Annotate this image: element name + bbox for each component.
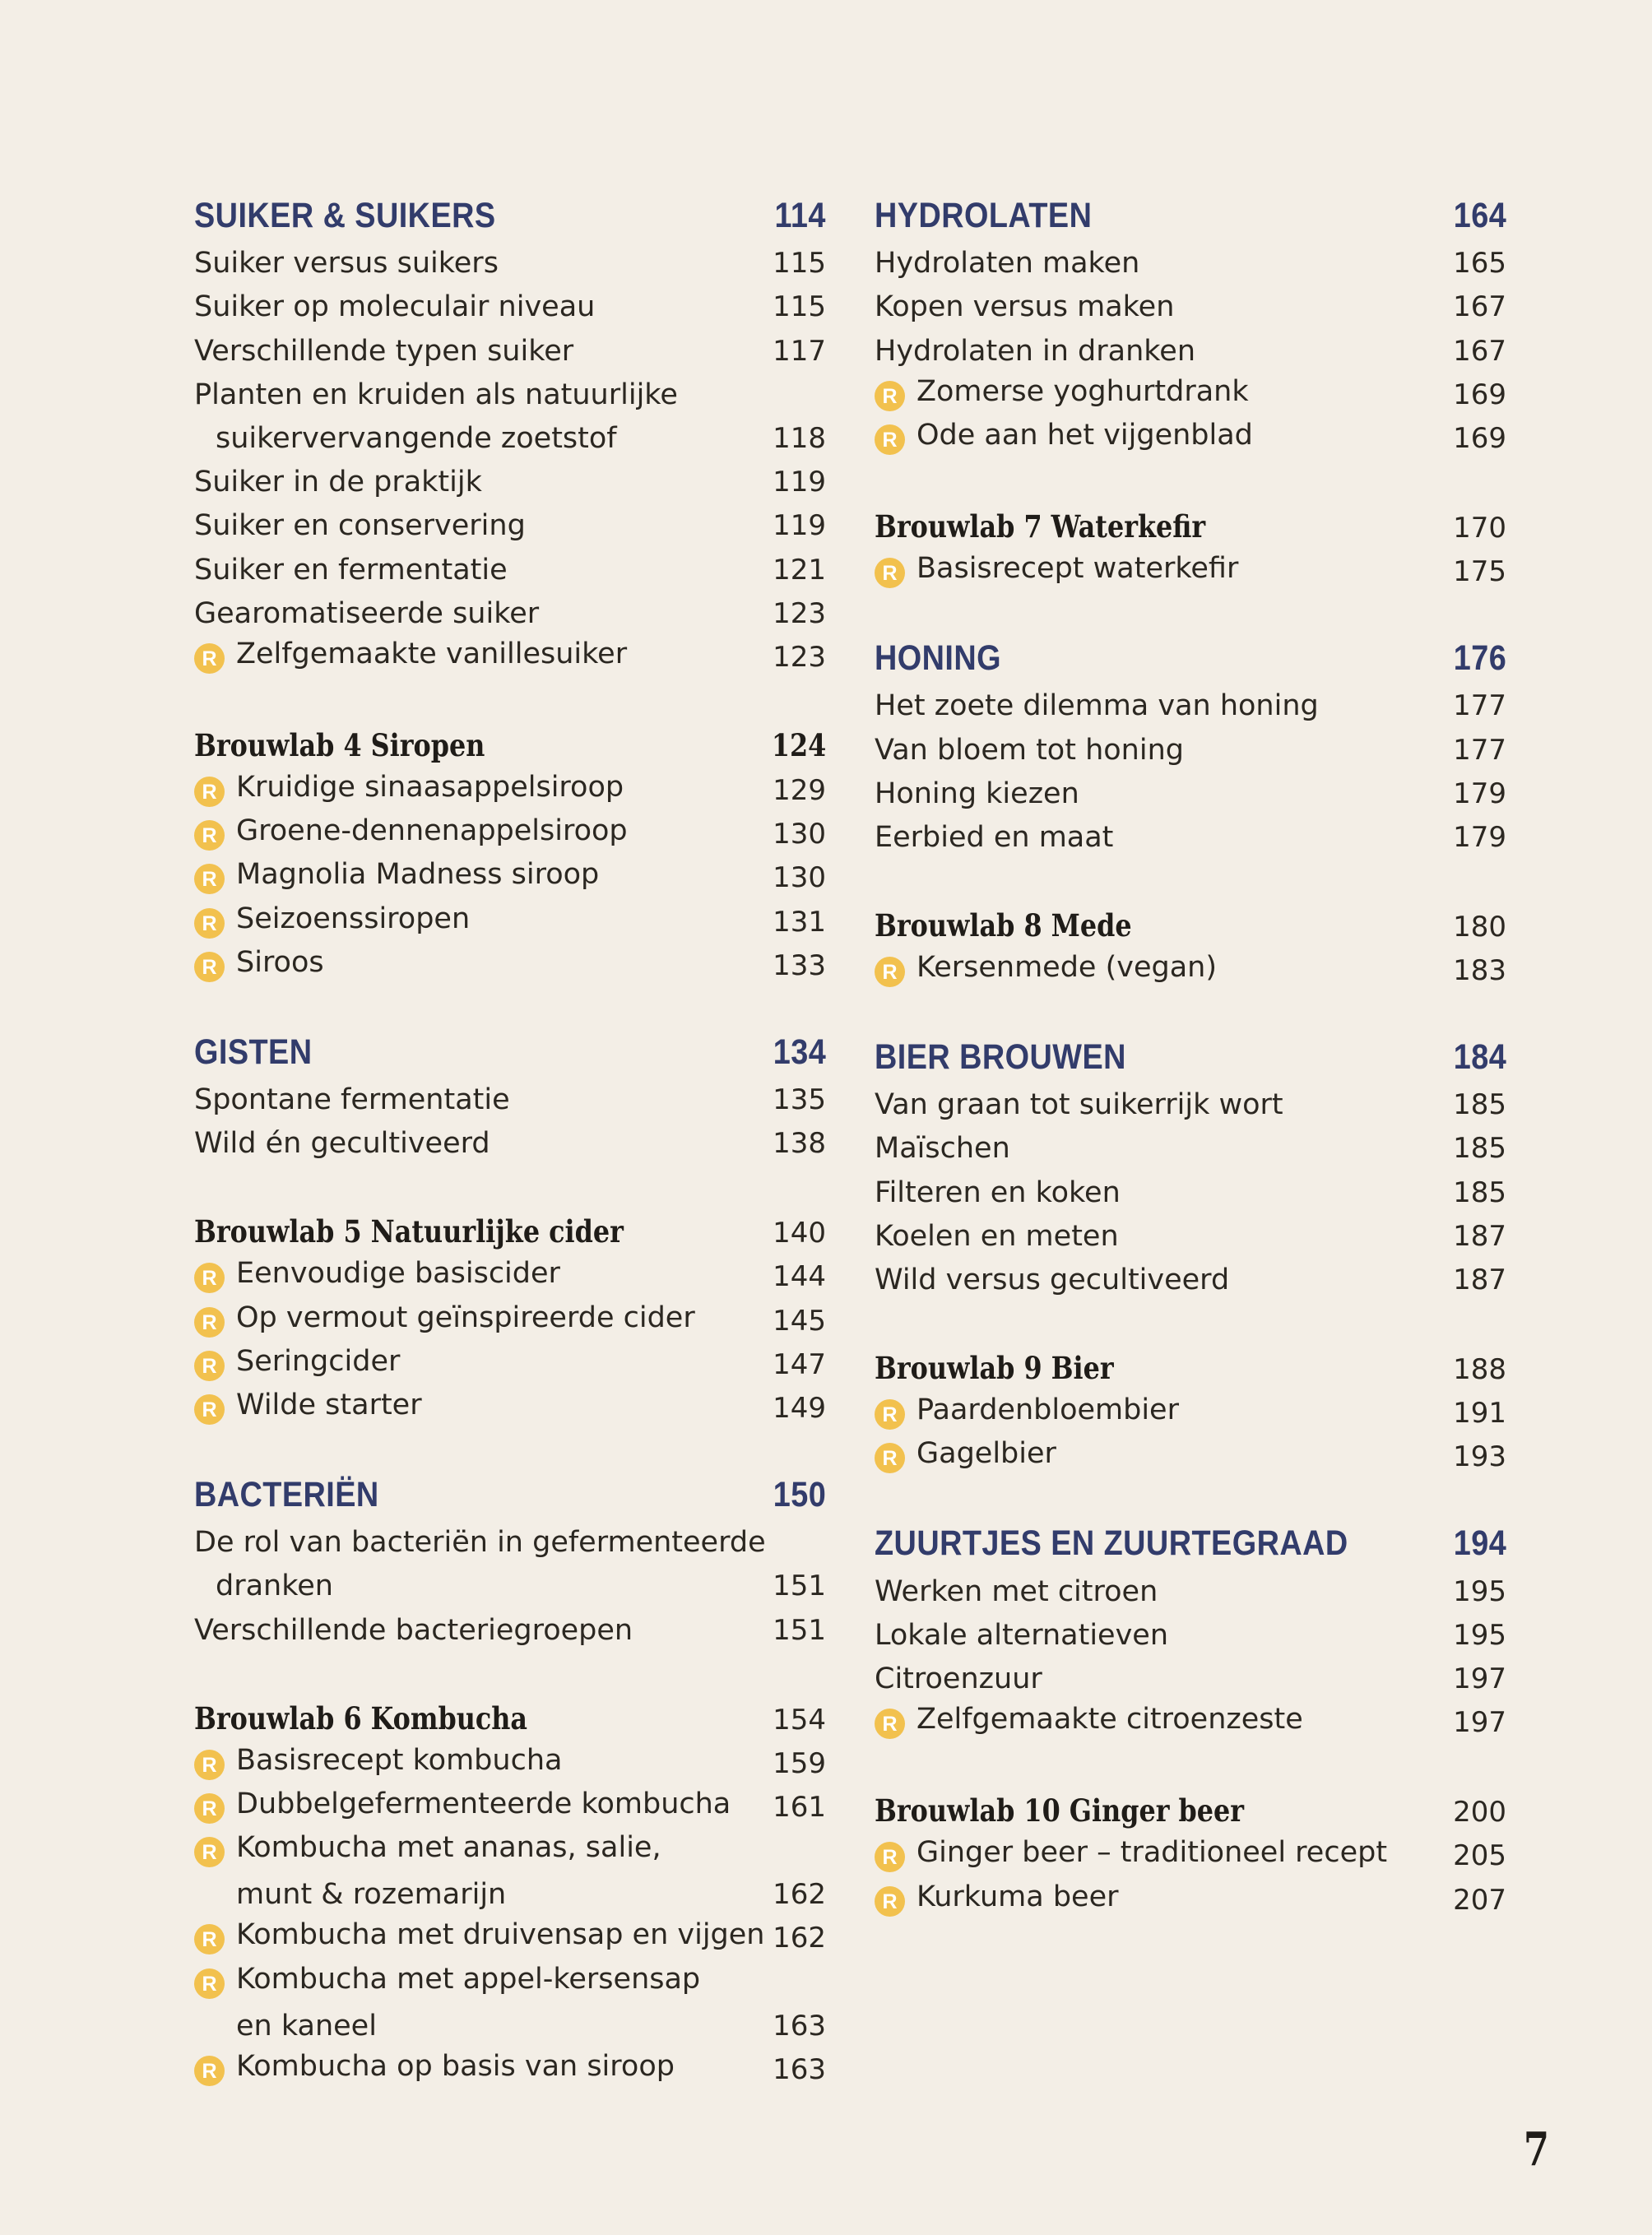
brouwlab-title: Brouwlab 5 Natuurlijke cider xyxy=(194,1213,624,1250)
brouwlab-title: Brouwlab 10 Ginger beer xyxy=(875,1792,1245,1829)
brouwlab-title: Brouwlab 6 Kombucha xyxy=(194,1699,528,1737)
entry-text: Ode aan het vijgenblad xyxy=(916,418,1253,452)
toc-brouwlab-heading xyxy=(875,498,1506,545)
entry-text: Magnolia Madness siroop xyxy=(236,858,600,892)
toc-column-right xyxy=(875,185,1506,1917)
entry-text: Maïschen xyxy=(875,1132,1010,1166)
recipe-badge-icon: R xyxy=(194,2056,225,2086)
entry-page: 185 xyxy=(1453,1088,1506,1122)
entry-text: Citroenzuur xyxy=(875,1662,1042,1695)
toc-recipe-entry xyxy=(194,1954,826,1998)
entry-text: Wild én gecultiveerd xyxy=(194,1127,490,1161)
entry-text: Suiker en fermentatie xyxy=(194,553,508,587)
recipe-badge-icon: R xyxy=(875,957,905,987)
section-title: HONING xyxy=(875,638,1001,679)
toc-recipe-entry xyxy=(875,545,1506,588)
toc-recipe-entry xyxy=(194,1293,826,1337)
section-page: 176 xyxy=(1453,638,1506,679)
entry-page: 133 xyxy=(773,948,826,982)
toc-brouwlab-heading xyxy=(875,897,1506,944)
entry-text: Hydrolaten in dranken xyxy=(875,334,1196,368)
recipe-badge-icon: R xyxy=(194,952,225,982)
entry-page: 130 xyxy=(773,818,826,851)
toc-section-heading xyxy=(194,187,826,236)
brouwlab-page: 200 xyxy=(1453,1796,1506,1829)
entry-text: Werken met citroen xyxy=(875,1574,1158,1608)
entry-text: Zelfgemaakte citroenzeste xyxy=(916,1703,1303,1737)
section-title: HYDROLATEN xyxy=(875,196,1093,235)
entry-page: 161 xyxy=(773,1790,826,1824)
toc-brouwlab-heading xyxy=(194,1203,826,1250)
toc-entry xyxy=(875,1253,1506,1296)
toc-entry xyxy=(875,236,1506,280)
entry-text: Suiker in de praktijk xyxy=(194,466,482,499)
entry-text: De rol van bacteriën in gefermenteerde xyxy=(194,1526,766,1560)
recipe-badge-icon: R xyxy=(194,1924,225,1954)
toc-entry xyxy=(194,280,826,323)
recipe-badge-icon: R xyxy=(875,1886,905,1917)
page-number: 7 xyxy=(1523,2122,1550,2177)
toc-recipe-entry xyxy=(875,1872,1506,1916)
toc-recipe-entry xyxy=(875,1430,1506,1473)
toc-entry xyxy=(194,498,826,542)
toc-entry xyxy=(875,1608,1506,1652)
recipe-badge-icon: R xyxy=(194,643,225,674)
entry-text: Van graan tot suikerrijk wort xyxy=(875,1088,1283,1122)
toc-recipe-entry xyxy=(194,1250,826,1293)
entry-page: 129 xyxy=(773,774,826,808)
toc-recipe-entry xyxy=(194,894,826,938)
entry-page: 195 xyxy=(1453,1574,1506,1608)
entry-text: Kombucha met druivensap en vijgen xyxy=(236,1918,765,1952)
toc-entry xyxy=(875,1652,1506,1695)
entry-text: Spontane fermentatie xyxy=(194,1083,510,1116)
entry-text: Eenvoudige basiscider xyxy=(236,1257,560,1291)
toc-entry xyxy=(875,1078,1506,1121)
entry-page: 193 xyxy=(1453,1440,1506,1474)
entry-text: Planten en kruiden als natuurlijke xyxy=(194,378,678,411)
entry-text: Zelfgemaakte vanillesuiker xyxy=(236,637,628,670)
toc-entry xyxy=(875,1564,1506,1607)
entry-text: Seizoenssiropen xyxy=(236,902,471,935)
entry-text: Wild versus gecultiveerd xyxy=(875,1264,1230,1296)
entry-text: Hydrolaten maken xyxy=(875,247,1140,281)
entry-page: 123 xyxy=(773,640,826,674)
toc-entry-continuation xyxy=(194,1867,826,1911)
entry-text: Suiker versus suikers xyxy=(194,247,499,281)
entry-page: 123 xyxy=(773,596,826,630)
toc-recipe-entry xyxy=(194,851,826,894)
entry-text: Verschillende bacteriegroepen xyxy=(194,1613,633,1647)
toc-brouwlab-heading xyxy=(194,717,826,763)
entry-text: Lokale alternatieven xyxy=(875,1618,1169,1652)
recipe-badge-icon: R xyxy=(875,1443,905,1473)
recipe-badge-icon: R xyxy=(194,1750,225,1780)
entry-text: Basisrecept kombucha xyxy=(236,1743,563,1777)
recipe-badge-icon: R xyxy=(875,558,905,588)
toc-recipe-entry xyxy=(194,939,826,982)
section-page: 184 xyxy=(1453,1037,1506,1078)
entry-text: Kombucha met ananas, salie, xyxy=(236,1831,661,1865)
entry-text: suikervervangende zoetstof xyxy=(216,421,617,455)
toc-recipe-entry xyxy=(194,1780,826,1824)
toc-recipe-entry xyxy=(875,368,1506,411)
brouwlab-page: 180 xyxy=(1453,910,1506,944)
entry-text: munt & rozemarijn xyxy=(236,1878,507,1912)
entry-text: en kaneel xyxy=(236,2009,377,2043)
recipe-badge-icon: R xyxy=(194,1968,225,1999)
entry-page: 162 xyxy=(773,1878,826,1912)
entry-text: Siroos xyxy=(236,945,324,979)
entry-text: Paardenbloembier xyxy=(916,1393,1179,1427)
entry-text: Kurkuma beer xyxy=(916,1880,1119,1913)
entry-page: 162 xyxy=(773,1922,826,1955)
entry-page: 149 xyxy=(773,1391,826,1425)
entry-page: 119 xyxy=(773,509,826,543)
entry-text: Filteren en koken xyxy=(875,1175,1121,1209)
recipe-badge-icon: R xyxy=(194,1793,225,1824)
toc-entry xyxy=(194,323,826,367)
entry-text: Ginger beer – traditioneel recept xyxy=(916,1836,1388,1870)
entry-page: 207 xyxy=(1453,1883,1506,1917)
toc-entry xyxy=(194,236,826,280)
entry-page: 195 xyxy=(1453,1618,1506,1652)
entry-page: 115 xyxy=(773,247,826,281)
recipe-badge-icon: R xyxy=(875,424,905,455)
toc-entry xyxy=(194,542,826,586)
brouwlab-title: Brouwlab 8 Mede xyxy=(875,907,1132,944)
brouwlab-title: Brouwlab 9 Bier xyxy=(875,1350,1114,1386)
entry-page: 197 xyxy=(1453,1706,1506,1740)
entry-text: Seringcider xyxy=(236,1344,401,1378)
recipe-badge-icon: R xyxy=(194,1263,225,1293)
toc-section-heading xyxy=(875,187,1506,236)
toc-recipe-entry xyxy=(194,1911,826,1954)
toc-entry xyxy=(875,280,1506,323)
entry-page: 118 xyxy=(773,421,826,455)
entry-text: Het zoete dilemma van honing xyxy=(875,689,1319,723)
toc-recipe-entry xyxy=(875,1695,1506,1739)
brouwlab-page: 124 xyxy=(771,726,826,763)
entry-text: Groene-dennenappelsiroop xyxy=(236,814,628,848)
entry-text: Kersenmede (vegan) xyxy=(916,951,1217,985)
toc-entry-continuation xyxy=(194,411,826,455)
entry-page: 167 xyxy=(1453,334,1506,368)
entry-text: Suiker op moleculair niveau xyxy=(194,290,596,324)
entry-text: Suiker en conservering xyxy=(194,509,526,543)
recipe-badge-icon: R xyxy=(194,1351,225,1381)
recipe-badge-icon: R xyxy=(875,1842,905,1872)
toc-recipe-entry xyxy=(875,1386,1506,1430)
entry-page: 138 xyxy=(773,1127,826,1161)
entry-page: 115 xyxy=(773,290,826,324)
entry-page: 130 xyxy=(773,861,826,895)
entry-text: Verschillende typen suiker xyxy=(194,334,574,368)
entry-page: 197 xyxy=(1453,1662,1506,1695)
entry-text: dranken xyxy=(216,1570,333,1603)
toc-entry-continuation xyxy=(194,1559,826,1602)
entry-text: Honing kiezen xyxy=(875,777,1079,810)
entry-text: Op vermout geïnspireerde cider xyxy=(236,1301,695,1334)
recipe-badge-icon: R xyxy=(194,864,225,894)
entry-page: 167 xyxy=(1453,290,1506,324)
entry-page: 121 xyxy=(773,553,826,587)
recipe-badge-icon: R xyxy=(875,1709,905,1739)
toc-recipe-entry xyxy=(194,763,826,807)
entry-page: 191 xyxy=(1453,1397,1506,1430)
toc-brouwlab-heading xyxy=(194,1690,826,1737)
brouwlab-page: 140 xyxy=(773,1217,826,1250)
entry-text: Koelen en meten xyxy=(875,1219,1119,1253)
toc-recipe-entry xyxy=(194,1381,826,1425)
section-page: 150 xyxy=(773,1474,826,1514)
recipe-badge-icon: R xyxy=(194,1394,225,1425)
toc-entry xyxy=(194,1116,826,1160)
brouwlab-title: Brouwlab 7 Waterkefir xyxy=(875,508,1206,545)
recipe-badge-icon: R xyxy=(194,1307,225,1338)
entry-text: Van bloem tot honing xyxy=(875,733,1184,767)
recipe-badge-icon: R xyxy=(194,908,225,939)
toc-recipe-entry xyxy=(194,1737,826,1780)
entry-page: 183 xyxy=(1453,954,1506,988)
toc-entry xyxy=(875,722,1506,766)
entry-page: 177 xyxy=(1453,733,1506,767)
entry-page: 117 xyxy=(773,334,826,368)
entry-page: 135 xyxy=(773,1083,826,1116)
toc-recipe-entry xyxy=(875,1829,1506,1872)
brouwlab-title: Brouwlab 4 Siropen xyxy=(194,726,485,763)
toc-entry xyxy=(194,368,826,411)
section-title: GISTEN xyxy=(194,1032,313,1072)
section-title: BACTERIËN xyxy=(194,1474,379,1514)
entry-page: 151 xyxy=(773,1570,826,1603)
toc-section-heading xyxy=(875,629,1506,679)
toc-entry xyxy=(875,1209,1506,1253)
entry-page: 131 xyxy=(773,905,826,939)
brouwlab-page: 154 xyxy=(773,1703,826,1737)
entry-text: Eerbied en maat xyxy=(875,820,1114,854)
entry-text: Gearomatiseerde suiker xyxy=(194,596,540,630)
recipe-badge-icon: R xyxy=(194,1837,225,1867)
entry-page: 163 xyxy=(773,2009,826,2043)
entry-page: 159 xyxy=(773,1746,826,1780)
toc-entry xyxy=(194,1515,826,1559)
entry-page: 179 xyxy=(1453,820,1506,854)
toc-recipe-entry xyxy=(194,1824,826,1867)
entry-page: 205 xyxy=(1453,1839,1506,1873)
toc-entry xyxy=(194,1073,826,1116)
entry-text: Wilde starter xyxy=(236,1388,422,1421)
toc-section-heading xyxy=(194,1466,826,1515)
entry-text: Basisrecept waterkefir xyxy=(916,552,1239,586)
section-title: BIER BROUWEN xyxy=(875,1037,1126,1078)
entry-page: 147 xyxy=(773,1347,826,1381)
entry-text: Kopen versus maken xyxy=(875,290,1175,324)
toc-entry-continuation xyxy=(194,1999,826,2043)
toc-recipe-entry xyxy=(194,630,826,674)
entry-page: 119 xyxy=(773,466,826,499)
toc-brouwlab-heading xyxy=(875,1340,1506,1386)
entry-text: Dubbelgefermenteerde kombucha xyxy=(236,1787,731,1820)
entry-page: 165 xyxy=(1453,247,1506,281)
toc-recipe-entry xyxy=(194,807,826,851)
entry-page: 179 xyxy=(1453,777,1506,810)
entry-page: 163 xyxy=(773,2053,826,2086)
entry-page: 144 xyxy=(773,1260,826,1294)
entry-text: Kombucha op basis van siroop xyxy=(236,2050,675,2083)
entry-page: 185 xyxy=(1453,1175,1506,1209)
entry-page: 175 xyxy=(1453,555,1506,589)
toc-recipe-entry xyxy=(194,1338,826,1381)
entry-page: 187 xyxy=(1453,1264,1506,1296)
toc-entry xyxy=(875,323,1506,367)
entry-page: 169 xyxy=(1453,378,1506,411)
section-title: SUIKER & SUIKERS xyxy=(194,196,496,235)
toc-brouwlab-heading xyxy=(875,1783,1506,1829)
entry-page: 145 xyxy=(773,1304,826,1338)
toc-entry xyxy=(875,679,1506,722)
entry-text: Zomerse yoghurtdrank xyxy=(916,374,1249,408)
section-page: 134 xyxy=(773,1032,826,1072)
toc-entry xyxy=(875,1121,1506,1165)
section-page: 194 xyxy=(1453,1523,1506,1564)
entry-page: 169 xyxy=(1453,421,1506,455)
section-page: 114 xyxy=(774,196,826,235)
toc-recipe-entry xyxy=(875,944,1506,987)
toc-section-heading xyxy=(875,1514,1506,1564)
toc-entry xyxy=(194,587,826,630)
entry-page: 177 xyxy=(1453,689,1506,723)
toc-column-left xyxy=(194,185,826,2086)
toc-recipe-entry xyxy=(875,411,1506,455)
toc-entry xyxy=(875,1165,1506,1208)
recipe-badge-icon: R xyxy=(194,820,225,851)
toc-section-heading xyxy=(194,1023,826,1073)
toc-entry xyxy=(194,1602,826,1646)
toc-recipe-entry xyxy=(194,2043,826,2086)
toc-entry xyxy=(875,810,1506,854)
recipe-badge-icon: R xyxy=(875,381,905,411)
brouwlab-page: 170 xyxy=(1453,511,1506,545)
section-title: ZUURTJES EN ZUURTEGRAAD xyxy=(875,1523,1348,1564)
entry-text: Kombucha met appel-kersensap xyxy=(236,1962,701,1996)
entry-page: 151 xyxy=(773,1613,826,1647)
toc-section-heading xyxy=(875,1028,1506,1078)
entry-text: Kruidige sinaasappelsiroop xyxy=(236,771,624,805)
recipe-badge-icon: R xyxy=(194,777,225,807)
section-page: 164 xyxy=(1453,196,1506,235)
entry-page: 187 xyxy=(1453,1219,1506,1253)
toc-entry xyxy=(194,455,826,498)
toc-entry xyxy=(875,767,1506,810)
brouwlab-page: 188 xyxy=(1453,1353,1506,1386)
entry-page: 185 xyxy=(1453,1132,1506,1166)
entry-text: Gagelbier xyxy=(916,1437,1056,1471)
recipe-badge-icon: R xyxy=(875,1399,905,1430)
